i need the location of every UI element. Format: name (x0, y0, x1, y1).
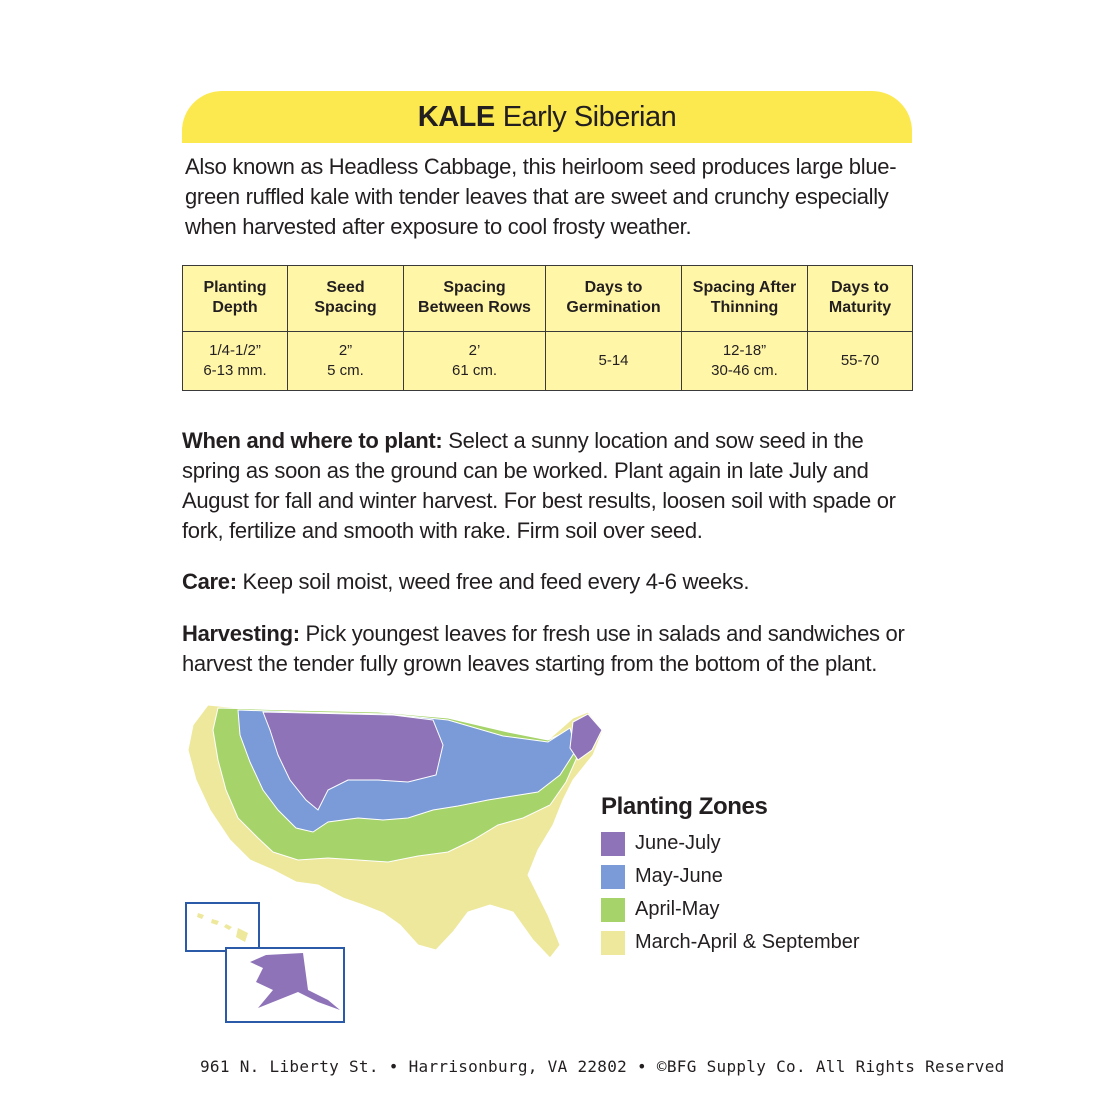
variety-name: Early Siberian (502, 100, 677, 133)
header-seed-spacing: Seed Spacing (288, 266, 404, 332)
legend-item (601, 827, 860, 860)
header-row-spacing: Spacing Between Rows (404, 266, 546, 332)
vegetable-name: KALE (417, 100, 495, 133)
legend-label: April-May (635, 898, 720, 920)
legend-swatch (601, 832, 625, 856)
planting-specs-table (182, 265, 913, 391)
value-thinning: 12-18” 30-46 cm. (682, 331, 808, 390)
header-germination: Days to Germination (546, 266, 682, 332)
legend-title: Planting Zones (601, 793, 768, 820)
value-row-spacing: 2’ 61 cm. (404, 331, 546, 390)
table-header-row (183, 266, 913, 332)
legend-swatch (601, 898, 625, 922)
when-where-label: When and where to plant: (182, 428, 443, 453)
hawaii-inset (186, 903, 259, 951)
harvesting-section (182, 619, 922, 679)
legend-label: March-April & September (635, 931, 860, 953)
value-maturity: 55-70 (808, 331, 913, 390)
value-planting-depth: 1/4-1/2” 6-13 mm. (183, 331, 288, 390)
table-values-row (183, 331, 913, 390)
care-section (182, 567, 922, 597)
legend-item (601, 893, 860, 926)
care-label: Care: (182, 569, 237, 594)
legend-item (601, 860, 860, 893)
header-maturity: Days to Maturity (808, 266, 913, 332)
header-planting-depth: Planting Depth (183, 266, 288, 332)
zone-purple-northeast (570, 714, 602, 760)
intro-description: Also known as Headless Cabbage, this heirloom seed produces large blue-green ruffled kale with tender leaves that are sweet and crunchy especially when harvested after exposure to cool frosty weather. (185, 154, 897, 239)
planting-zones-legend (601, 793, 860, 959)
value-seed-spacing: 2” 5 cm. (288, 331, 404, 390)
footer-address: 961 N. Liberty St. • Harrisonburg, VA 22802 • ©BFG Supply Co. All Rights Reserved (200, 1057, 1005, 1076)
planting-zone-map (178, 700, 618, 1030)
legend-swatch (601, 931, 625, 955)
when-where-section (182, 426, 922, 546)
title-banner (182, 91, 912, 143)
legend-item (601, 926, 860, 959)
legend-label: June-July (635, 832, 721, 854)
header-thinning: Spacing After Thinning (682, 266, 808, 332)
value-germination: 5-14 (546, 331, 682, 390)
legend-label: May-June (635, 865, 723, 887)
when-where-text: Select a sunny location and sow seed in the spring as soon as the ground can be worked. Plant again in late July and August for fall and winter harvest. For best results, loosen soil with spade or fork, fertilize and smooth with rake. Firm soil over seed. (182, 428, 896, 543)
care-text: Keep soil moist, weed free and feed every 4-6 weeks. (236, 569, 750, 594)
legend-swatch (601, 865, 625, 889)
harvesting-label: Harvesting: (182, 621, 300, 646)
harvesting-text: Pick youngest leaves for fresh use in salads and sandwiches or harvest the tender fully grown leaves starting from the bottom of the plant. (182, 621, 905, 676)
